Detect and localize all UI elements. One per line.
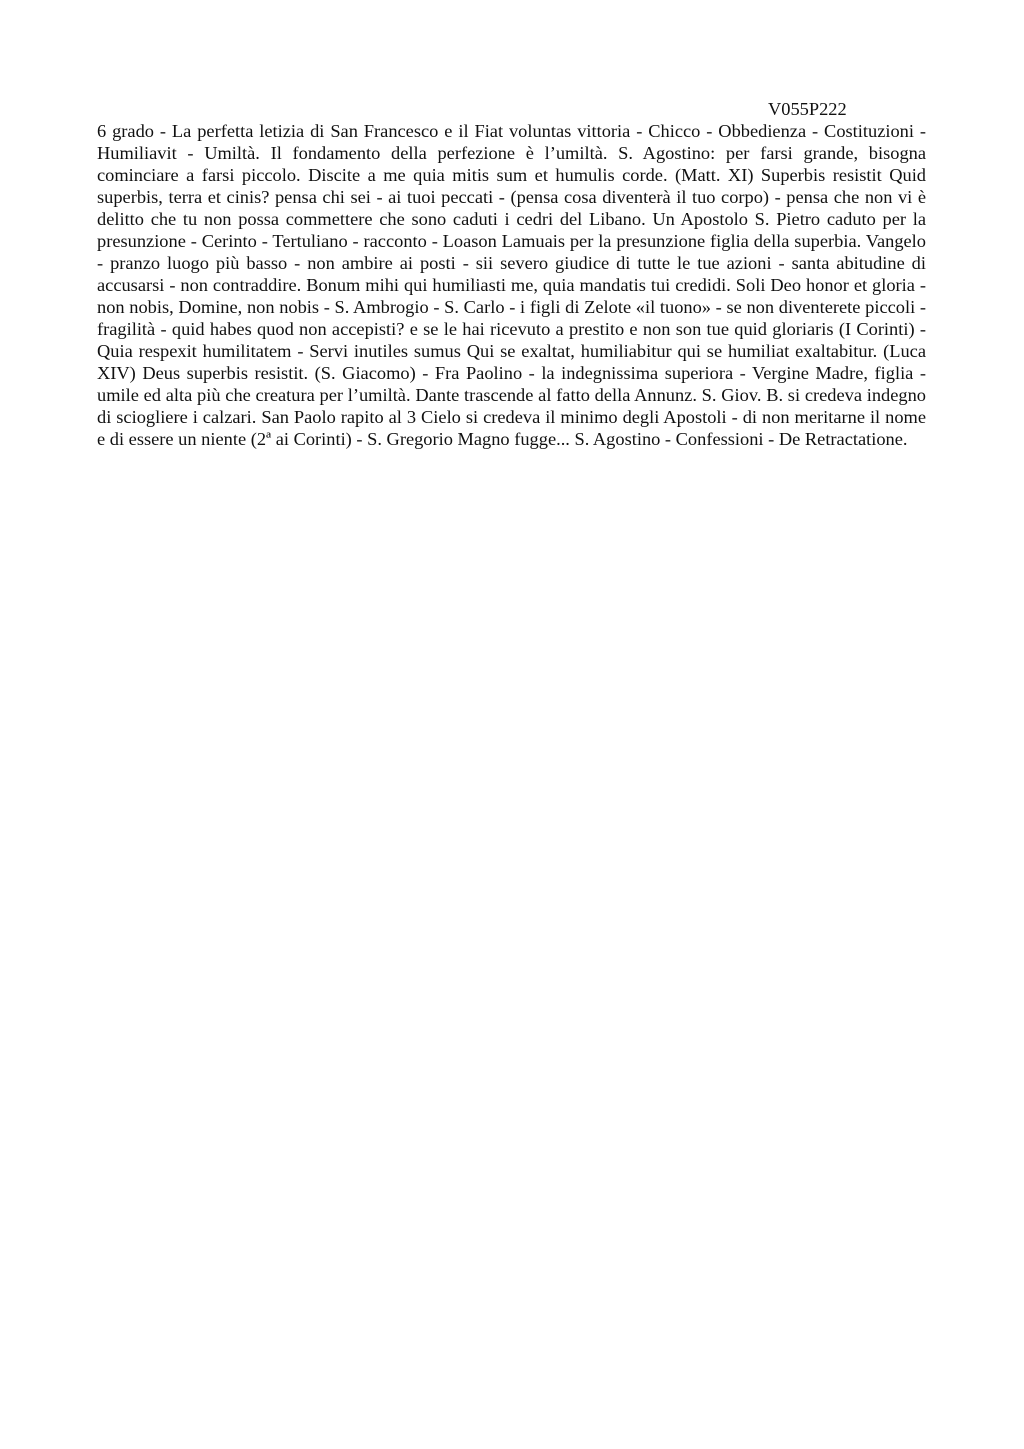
- body-paragraph: 6 grado - La perfetta letizia di San Francesco e il Fiat voluntas vittoria - Chicco - Obbedienza - Costituzioni - Humiliavit - Umiltà. Il fondamento della perfezione è l’umiltà. S. Agostino: per farsi grande, bisogna cominciare a farsi piccolo. Discite a me quia mitis sum et humulis corde. (Matt. XI) Superbis resistit Quid superbis, terra et cinis? pensa chi sei - ai tuoi peccati - (pensa cosa diventerà il tuo corpo) - pensa che non vi è delitto che tu non possa commettere che sono caduti i cedri del Libano. Un Apostolo S. Pietro caduto per la presunzione - Cerinto - Tertuliano - racconto - Loason Lamuais per la presunzione figlia della superbia. Vangelo - pranzo luogo più basso - non ambire ai posti - sii severo giudice di tutte le tue azioni - santa abitudine di accusarsi - non contraddire. Bonum mihi qui humiliasti me, quia mandatis tui credidi. Soli Deo honor et gloria - non nobis, Domine, non nobis - S. Ambrogio - S. Carlo - i figli di Zelote «il tuono» - se non diventerete piccoli - fragilità - quid habes quod non accepisti? e se le hai ricevuto a prestito e non son tue quid gloriaris (I Corinti) - Quia respexit humilitatem - Servi inutiles sumus Qui se exaltat, humiliabitur qui se humiliat exaltabitur. (Luca XIV) Deus superbis resistit. (S. Giacomo) - Fra Paolino - la indegnissima superiora - Vergine Madre, figlia - umile ed alta più che creatura per l’umiltà. Dante trascende al fatto della Annunz. S. Giov. B. si credeva indegno di sciogliere i calzari. San Paolo rapito al 3 Cielo si credeva il minimo degli Apostoli - di non meritarne il nome e di essere un niente (2ª ai Corinti) - S. Gregorio Magno fugge... S. Agostino - Confessioni - De Retractatione.: [97, 121, 926, 449]
- page-code: V055P222: [768, 99, 847, 119]
